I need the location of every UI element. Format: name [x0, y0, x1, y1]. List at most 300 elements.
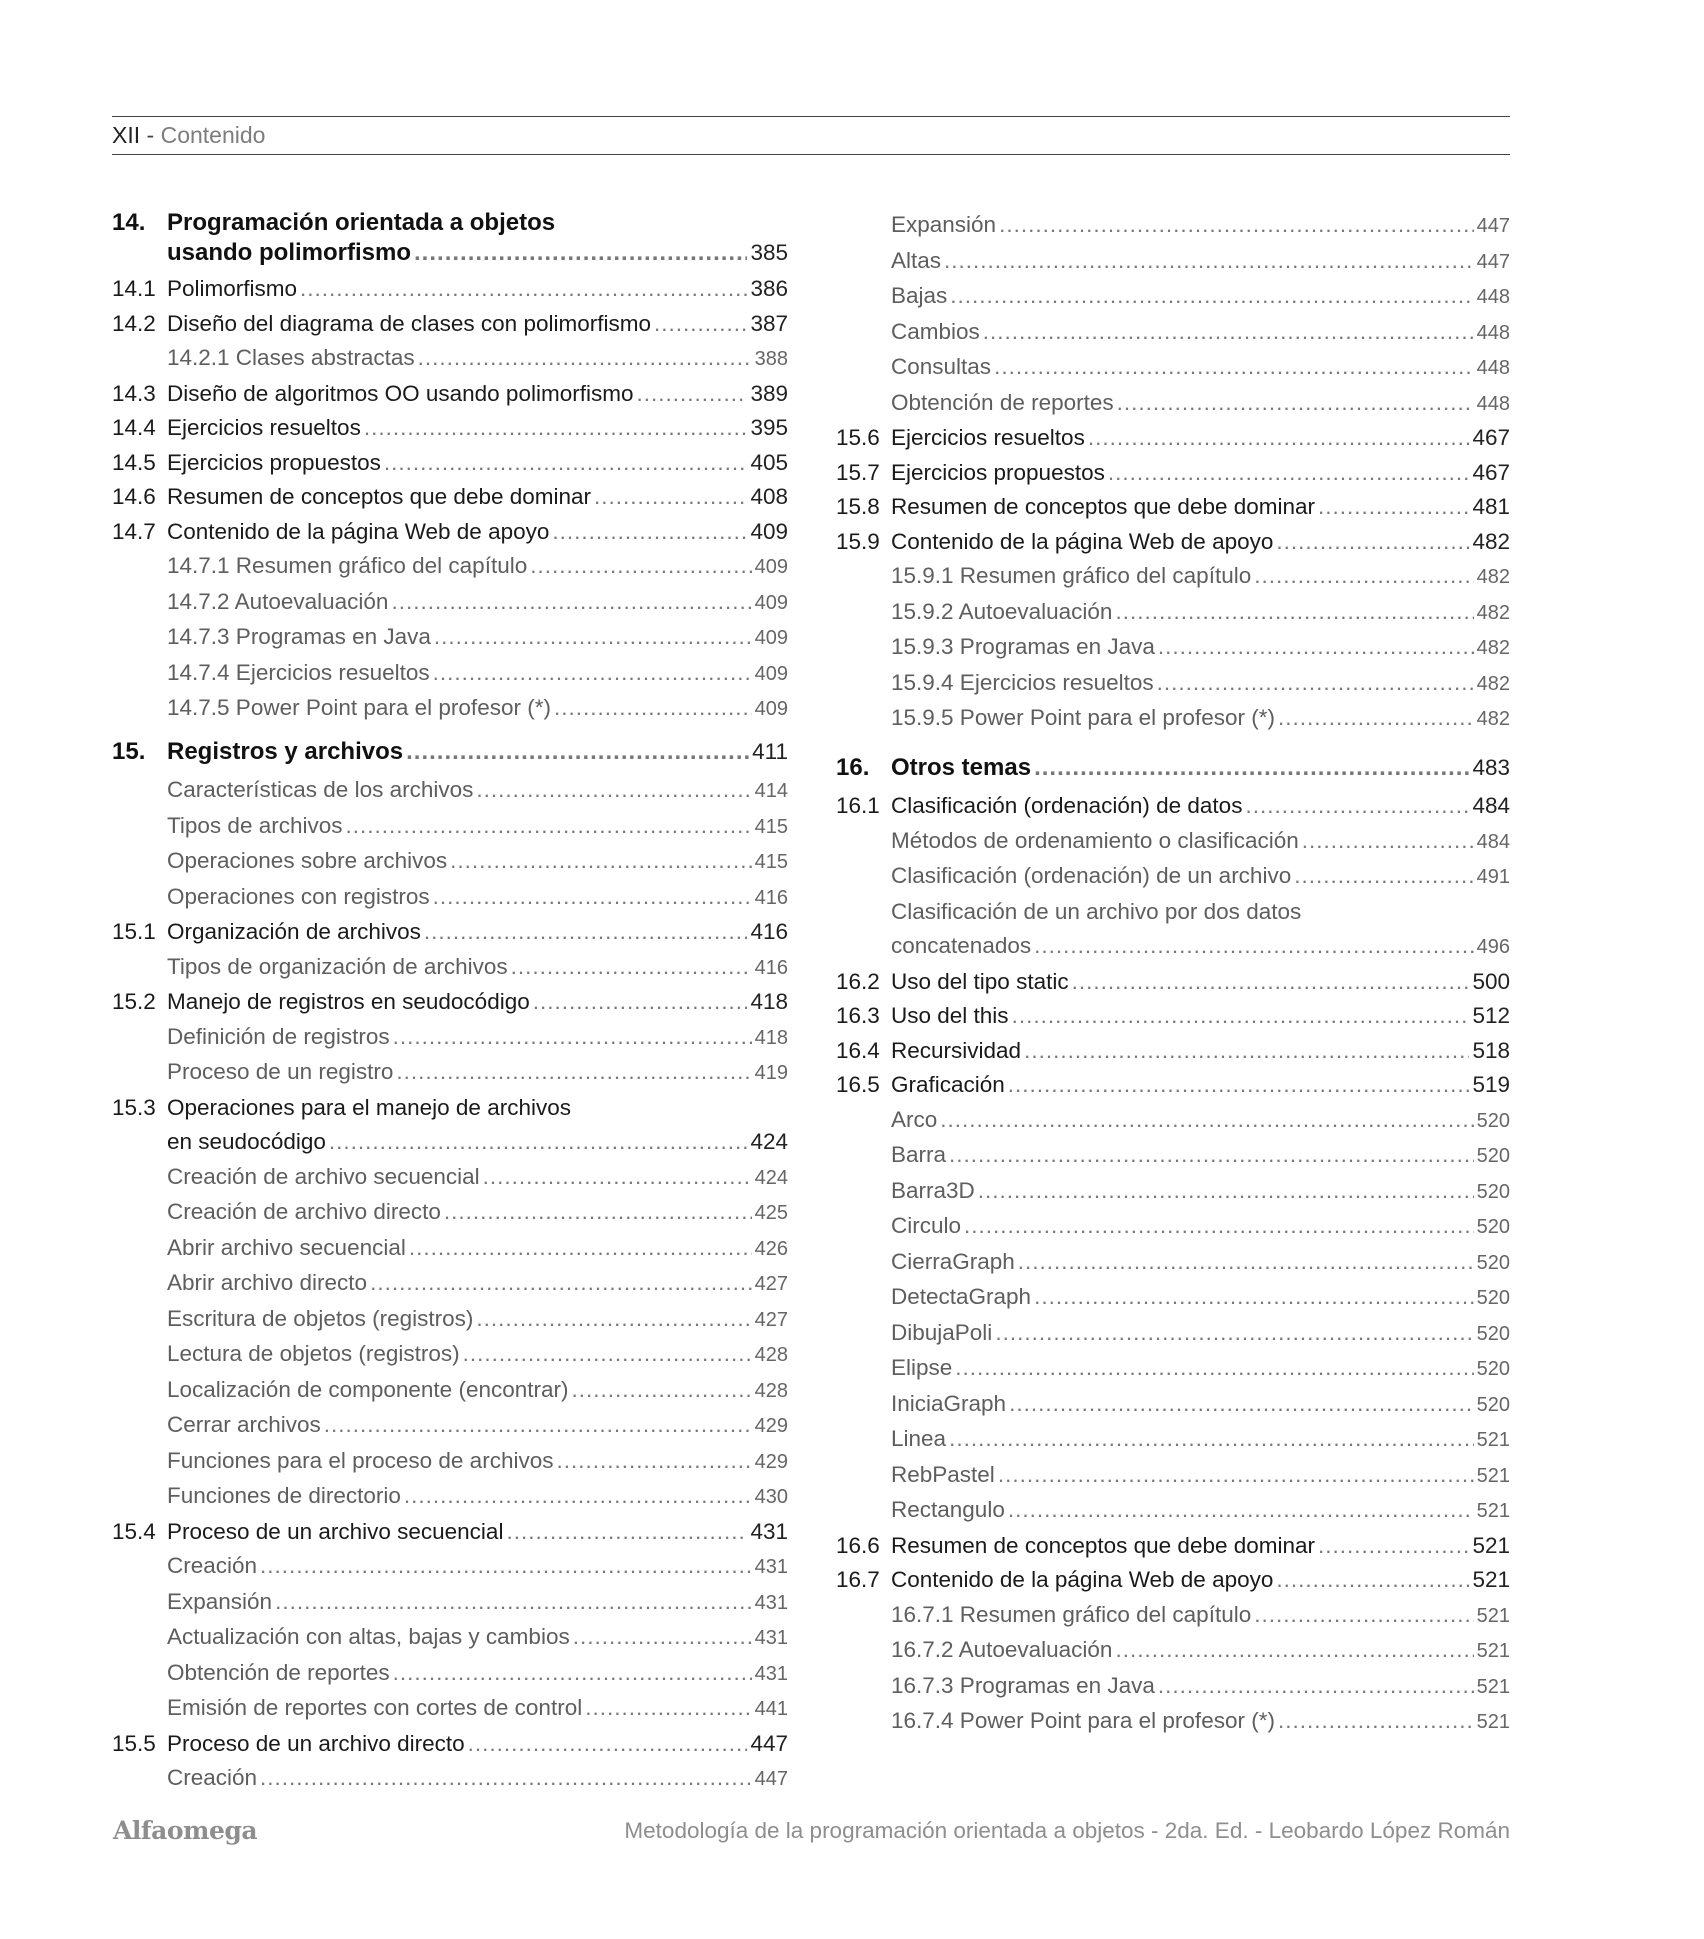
toc-subentry: [112, 1479, 788, 1515]
toc-entry-label: Contenido de la página Web de apoyo: [167, 518, 550, 544]
toc-subentry: [836, 859, 1510, 895]
dot-leader: [393, 1656, 752, 1691]
dot-leader: [1318, 1529, 1469, 1564]
dot-leader: [1115, 595, 1473, 630]
toc-section-entry: [112, 411, 788, 446]
dot-leader: [275, 1585, 752, 1620]
toc-subentry: [112, 620, 788, 656]
toc-entry-number: 16.: [836, 753, 870, 781]
toc-entry-page: 409: [754, 556, 788, 578]
toc-entry-label: Elipse: [891, 1355, 953, 1380]
toc-entry-label: Otros temas: [891, 753, 1032, 781]
toc-entry-page: 520: [1476, 1109, 1510, 1132]
toc-subentry: [836, 1633, 1510, 1669]
toc-subentry: [112, 1656, 788, 1692]
toc-entry-label: Creación: [167, 1553, 258, 1578]
toc-subentry: [112, 1337, 788, 1373]
dot-leader: [994, 350, 1474, 385]
toc-entry-label: IniciaGraph: [891, 1390, 1007, 1416]
toc-entry-label: Proceso de un registro: [167, 1059, 394, 1084]
toc-entry-page: 416: [750, 919, 788, 944]
toc-entry-label: Arco: [891, 1106, 938, 1132]
toc-section-entry: [836, 965, 1510, 1000]
toc-subentry: [112, 1020, 788, 1056]
toc-entry-label: Tipos de organización de archivos: [167, 953, 508, 979]
toc-entry-number: 16.4: [836, 1037, 880, 1063]
toc-entry-page: 447: [1476, 250, 1510, 273]
toc-entry-number: 14.3: [112, 380, 156, 406]
toc-entry-label: 14.7.4 Ejercicios resueltos: [167, 659, 430, 685]
dot-leader: [594, 480, 747, 515]
toc-entry-page: 395: [750, 415, 788, 440]
dot-leader: [1158, 630, 1474, 665]
toc-entry-label: Ejercicios resueltos: [891, 425, 1085, 450]
dot-leader: [1276, 525, 1469, 560]
toc-entry-page: 521: [1476, 1675, 1510, 1698]
toc-subentry: [112, 1585, 788, 1621]
toc-entry-line2: [112, 1125, 788, 1160]
toc-entry-page: 419: [754, 1062, 788, 1084]
toc-subentry: [836, 1174, 1510, 1210]
toc-section-entry: [836, 1068, 1510, 1103]
toc-subentry: [836, 1704, 1510, 1740]
toc-entry-label: Ejercicios propuestos: [167, 449, 381, 475]
toc-entry-label: RebPastel: [891, 1461, 995, 1487]
toc-subentry: [836, 630, 1510, 666]
toc-entry-page: 482: [1476, 637, 1510, 659]
page-number: XII: [112, 122, 141, 148]
toc-section-entry: [112, 1727, 788, 1762]
toc-entry-page: 512: [1472, 1003, 1510, 1028]
toc-subentry: [836, 1351, 1510, 1387]
dot-leader: [1245, 789, 1469, 824]
dot-leader: [329, 1125, 748, 1160]
toc-entry-label: 14.7.3 Programas en Java: [167, 624, 431, 649]
toc-subentry: [836, 666, 1510, 702]
toc-entry-page: 409: [754, 698, 788, 720]
toc-entry-label: Obtención de reportes: [167, 1659, 390, 1685]
toc-entry-page: 500: [1472, 968, 1510, 994]
toc-entry-label: 16.7.1 Resumen gráfico del capítulo: [891, 1601, 1252, 1627]
toc-entry-page: 521: [1472, 1532, 1510, 1558]
dot-leader: [444, 1195, 752, 1230]
toc-subentry: [836, 1458, 1510, 1494]
dot-leader: [571, 1373, 751, 1408]
toc-entry-label: Barra3D: [891, 1177, 975, 1203]
toc-entry-number: 15.6: [836, 425, 880, 450]
toc-entry-label: Circulo: [891, 1213, 962, 1238]
toc-entry-page: 520: [1476, 1145, 1510, 1167]
toc-entry-page: 415: [754, 815, 788, 838]
toc-entry-label: 14.7.2 Autoevaluación: [167, 588, 389, 614]
dot-leader: [506, 1515, 747, 1550]
toc-subentry: [836, 1316, 1510, 1352]
toc-subentry: [836, 244, 1510, 280]
toc-entry-page: 431: [750, 1518, 788, 1544]
toc-chapter-entry: [112, 735, 788, 770]
dot-leader: [1009, 1387, 1474, 1422]
toc-entry-label: Funciones de directorio: [167, 1483, 401, 1508]
toc-entry-page: 405: [750, 449, 788, 475]
toc-entry-label: 14.7.5 Power Point para el profesor (*): [167, 695, 551, 720]
toc-entry-label: Proceso de un archivo secuencial: [167, 1518, 504, 1544]
dot-leader: [955, 1351, 1473, 1386]
dot-leader: [995, 1316, 1473, 1351]
toc-entry-label: Manejo de registros en seudocódigo: [167, 989, 530, 1014]
toc-entry-page: 520: [1476, 1287, 1510, 1309]
dot-leader: [999, 208, 1474, 243]
dot-leader: [949, 1138, 1474, 1173]
dot-leader: [1117, 386, 1474, 421]
toc-subentry: [112, 1761, 788, 1797]
dot-leader: [391, 585, 751, 620]
toc-entry-label: Localización de componente (encontrar): [167, 1376, 569, 1402]
toc-section-entry: [836, 1529, 1510, 1564]
toc-entry-number: 15.: [112, 737, 146, 765]
dot-leader: [1008, 1493, 1474, 1528]
toc-entry-page: 411: [752, 738, 788, 764]
dot-leader: [573, 1620, 752, 1655]
toc-entry-label: Características de los archivos: [167, 777, 474, 802]
footer-book-title: Metodología de la programación orientada a objetos - 2da. Ed. - Leobardo López Román: [624, 1818, 1510, 1843]
toc-entry-label: Registros y archivos: [167, 737, 404, 765]
toc-entry-page: 441: [754, 1698, 788, 1720]
toc-section-entry: [836, 789, 1510, 824]
dot-leader: [978, 1174, 1474, 1209]
toc-entry-number: 15.8: [836, 494, 880, 519]
toc-subentry: [112, 1195, 788, 1231]
dot-leader: [533, 985, 748, 1020]
toc-right-column: [836, 208, 1510, 1740]
toc-entry-label: Organización de archivos: [167, 919, 421, 944]
header-rule-bottom: [112, 154, 1510, 155]
toc-entry-label: Emisión de reportes con cortes de control: [167, 1695, 583, 1720]
toc-entry-label: Polimorfismo: [167, 276, 298, 301]
toc-entry-page: 484: [1476, 830, 1510, 853]
toc-subentry: [836, 1280, 1510, 1316]
dot-leader: [1115, 1633, 1473, 1668]
toc-entry-label: Resumen de conceptos que debe dominar: [891, 1532, 1316, 1558]
dot-leader: [424, 915, 748, 950]
dot-leader: [511, 950, 752, 985]
toc-subentry: [112, 1266, 788, 1302]
toc-entry-page: 483: [1472, 754, 1510, 780]
footer-publisher-logo: Alfaomega: [113, 1816, 258, 1845]
toc-section-entry: [112, 1515, 788, 1550]
toc-entry-page: 521: [1476, 1500, 1510, 1522]
running-head: [112, 120, 265, 150]
toc-entry-number: 16.6: [836, 1532, 880, 1558]
toc-entry-page: 520: [1476, 1216, 1510, 1238]
toc-subentry: [112, 773, 788, 809]
toc-entry-label: concatenados: [891, 933, 1032, 958]
toc-entry-label: 14.2.1 Clases abstractas: [167, 345, 415, 370]
dot-leader: [476, 773, 751, 808]
toc-entry-label: en seudocódigo: [167, 1129, 326, 1154]
toc-entry-page: 491: [1476, 866, 1510, 888]
dot-leader: [998, 1458, 1474, 1493]
dot-leader: [1008, 1068, 1470, 1103]
toc-entry-number: 16.5: [836, 1072, 880, 1097]
dot-leader: [949, 1422, 1474, 1457]
dot-leader: [384, 446, 748, 481]
toc-entry-label: CierraGraph: [891, 1248, 1015, 1274]
dot-leader: [964, 1209, 1474, 1244]
toc-entry-label: Diseño del diagrama de clases con polimorfismo: [167, 310, 651, 336]
toc-entry-page: 431: [754, 1627, 788, 1649]
toc-entry-page: 448: [1476, 321, 1510, 344]
toc-entry-number: 14.7: [112, 518, 156, 544]
toc-entry-page: 424: [750, 1129, 788, 1154]
dot-leader: [324, 1408, 752, 1443]
dot-leader: [944, 244, 1474, 279]
toc-entry-page: 521: [1476, 1464, 1510, 1487]
dot-leader: [585, 1691, 751, 1726]
toc-section-entry: [836, 490, 1510, 525]
toc-entry-page: 482: [1472, 528, 1510, 554]
toc-entry-page: 448: [1476, 357, 1510, 379]
toc-section-entry: [836, 421, 1510, 456]
dot-leader: [1278, 1704, 1474, 1739]
toc-entry-page: 416: [754, 956, 788, 979]
toc-entry-label: Operaciones con registros: [167, 883, 430, 909]
toc-entry-label: Rectangulo: [891, 1497, 1005, 1522]
toc-section-entry: [112, 515, 788, 550]
toc-entry-page: 467: [1472, 459, 1510, 485]
toc-entry-page: 387: [750, 310, 788, 336]
toc-entry-number: 14.2: [112, 310, 156, 336]
dot-leader: [364, 411, 748, 446]
toc-subentry: [836, 1138, 1510, 1174]
toc-entry: [836, 895, 1510, 965]
toc-entry-number: 14.4: [112, 415, 156, 440]
toc-entry-page: 425: [754, 1202, 788, 1224]
dot-leader: [433, 656, 752, 691]
toc-entry-page: 426: [754, 1237, 788, 1260]
toc-entry-page: 520: [1476, 1393, 1510, 1416]
toc-subentry: [112, 1408, 788, 1444]
toc-entry-page: 447: [1476, 215, 1510, 237]
dot-leader: [1294, 859, 1473, 894]
dot-leader: [346, 809, 752, 844]
toc-entry-label: 15.9.1 Resumen gráfico del capítulo: [891, 563, 1252, 588]
toc-entry-label: 15.9.4 Ejercicios resueltos: [891, 669, 1154, 695]
dot-leader: [1012, 999, 1470, 1034]
toc-entry-number: 15.1: [112, 919, 156, 944]
toc-subentry: [836, 1493, 1510, 1529]
toc-entry-label: Métodos de ordenamiento o clasificación: [891, 827, 1299, 853]
dot-leader: [983, 315, 1474, 350]
toc-section-entry: [836, 456, 1510, 491]
dot-leader: [940, 1103, 1473, 1138]
toc-entry-page: 481: [1472, 494, 1510, 519]
toc-entry-number: 15.5: [112, 1730, 156, 1756]
toc-entry-page: 416: [754, 886, 788, 909]
toc-entry-label: Funciones para el proceso de archivos: [167, 1447, 554, 1473]
toc-entry-page: 408: [750, 484, 788, 509]
toc-entry-label: Clasificación (ordenación) de datos: [891, 793, 1243, 818]
toc-entry-page: 520: [1476, 1251, 1510, 1274]
dot-leader: [414, 238, 747, 268]
toc-entry-page: 429: [754, 1450, 788, 1473]
toc-entry-page: 482: [1476, 672, 1510, 695]
toc-entry-page: 520: [1476, 1358, 1510, 1380]
toc-left-column: [112, 208, 788, 1797]
dot-leader: [1302, 824, 1474, 859]
dot-leader: [1158, 1669, 1474, 1704]
toc-entry-page: 418: [754, 1026, 788, 1049]
toc-entry-number: 15.2: [112, 989, 156, 1014]
toc-subentry: [112, 549, 788, 585]
toc-entry-line1: [112, 1091, 788, 1126]
toc-subentry: [112, 1055, 788, 1091]
toc-entry-label: Linea: [891, 1426, 947, 1451]
toc-entry-label: Ejercicios resueltos: [167, 415, 361, 440]
toc-entry-label: Creación de archivo secuencial: [167, 1163, 480, 1189]
toc-section-entry: [112, 480, 788, 515]
toc-entry-label: Uso del tipo static: [891, 968, 1069, 994]
toc-section-entry: [112, 307, 788, 342]
toc-entry-label: DibujaPoli: [891, 1319, 993, 1345]
toc-entry-label: Obtención de reportes: [891, 389, 1114, 415]
dot-leader: [554, 691, 752, 726]
toc-entry-line1: [112, 208, 788, 238]
toc-subentry: [112, 1620, 788, 1656]
toc-entry-line2: [112, 238, 788, 268]
toc-section-entry: [112, 272, 788, 307]
toc-entry-label: Lectura de objetos (registros): [167, 1341, 460, 1366]
dot-leader: [418, 341, 752, 376]
dot-leader: [396, 1055, 751, 1090]
toc-subentry: [836, 279, 1510, 315]
toc-entry-label: Resumen de conceptos que debe dominar: [891, 494, 1316, 519]
header-rule-top: [112, 116, 1510, 117]
toc-section-entry: [836, 1034, 1510, 1069]
toc-entry-label: Cambios: [891, 318, 980, 344]
toc-subentry: [112, 880, 788, 916]
dot-leader: [404, 1479, 752, 1514]
toc-entry-page: 521: [1472, 1567, 1510, 1592]
toc-entry-label: Creación: [167, 1765, 258, 1790]
toc-entry-page: 521: [1476, 1429, 1510, 1451]
toc-entry-number: 14.: [112, 209, 146, 236]
toc-entry-page: 430: [754, 1486, 788, 1508]
dot-leader: [1108, 456, 1470, 491]
toc-section-entry: [112, 446, 788, 481]
dot-leader: [450, 844, 751, 879]
toc-subentry: [112, 844, 788, 880]
toc-subentry: [836, 350, 1510, 386]
toc-entry-page: 386: [750, 276, 788, 301]
toc-entry-label: 15.9.5 Power Point para el profesor (*): [891, 705, 1275, 730]
toc-subentry: [836, 208, 1510, 244]
toc-entry-page: 521: [1476, 1711, 1510, 1733]
header-separator: -: [146, 122, 155, 148]
dot-leader: [530, 549, 751, 584]
toc-entry-number: 14.1: [112, 276, 156, 301]
toc-entry-page: 482: [1476, 708, 1510, 730]
toc-subentry: [112, 341, 788, 377]
toc-subentry: [112, 585, 788, 621]
toc-entry-label: Operaciones para el manejo de archivos: [167, 1094, 571, 1120]
toc-entry-page: 521: [1476, 1640, 1510, 1662]
toc-entry-label: 15.9.2 Autoevaluación: [891, 598, 1113, 624]
toc-entry-page: 431: [754, 1591, 788, 1614]
toc-entry-number: 16.1: [836, 793, 880, 818]
dot-leader: [1072, 965, 1470, 1000]
toc-entry-label: Consultas: [891, 354, 992, 379]
toc-entry-label: Clasificación de un archivo por dos datos: [891, 898, 1302, 924]
toc-subentry: [836, 1422, 1510, 1458]
dot-leader: [300, 272, 747, 307]
toc-entry-number: 15.7: [836, 459, 880, 485]
toc-entry-page: 409: [754, 627, 788, 649]
dot-leader: [1024, 1034, 1469, 1069]
toc-entry-number: 14.6: [112, 484, 156, 509]
toc-entry-label: Cerrar archivos: [167, 1412, 321, 1437]
toc-entry-page: 409: [750, 518, 788, 544]
toc-entry-label: 14.7.1 Resumen gráfico del capítulo: [167, 553, 528, 578]
toc-entry-page: 519: [1472, 1072, 1510, 1097]
toc-entry-page: 482: [1476, 601, 1510, 624]
dot-leader: [1278, 701, 1474, 736]
toc-entry-label: Clasificación (ordenación) de un archivo: [891, 863, 1292, 888]
toc-entry-page: 448: [1476, 392, 1510, 415]
toc-entry-page: 447: [750, 1730, 788, 1756]
dot-leader: [1318, 490, 1469, 525]
toc-entry-label: Abrir archivo directo: [167, 1270, 368, 1295]
toc-entry-page: 389: [750, 380, 788, 406]
toc-subentry: [112, 950, 788, 986]
toc-entry-page: 520: [1476, 1180, 1510, 1203]
toc-entry-page: 448: [1476, 286, 1510, 308]
dot-leader: [260, 1549, 752, 1584]
dot-leader: [1254, 1598, 1473, 1633]
toc-entry-label: 15.9.3 Programas en Java: [891, 634, 1155, 659]
dot-leader: [406, 735, 749, 770]
toc-entry-label: 16.7.4 Power Point para el profesor (*): [891, 1708, 1275, 1733]
toc-entry-label: Creación de archivo directo: [167, 1199, 441, 1224]
toc-entry-page: 520: [1476, 1322, 1510, 1345]
toc-entry-label: Actualización con altas, bajas y cambios: [167, 1624, 570, 1649]
toc-subentry: [112, 1160, 788, 1196]
toc-entry-label: Resumen de conceptos que debe dominar: [167, 484, 592, 509]
toc-entry-page: 429: [754, 1415, 788, 1437]
toc-subentry: [836, 1245, 1510, 1281]
toc-subentry: [836, 559, 1510, 595]
toc-entry-page: 496: [1476, 936, 1510, 958]
dot-leader: [463, 1337, 752, 1372]
toc-entry-page: 447: [754, 1768, 788, 1790]
toc-entry-label: Abrir archivo secuencial: [167, 1234, 406, 1260]
toc-subentry: [836, 595, 1510, 631]
toc-subentry: [836, 315, 1510, 351]
toc-entry-page: 467: [1472, 425, 1510, 450]
toc-entry-number: 16.3: [836, 1003, 880, 1028]
toc-entry-label: Contenido de la página Web de apoyo: [891, 1567, 1274, 1592]
toc-entry-label: 16.7.2 Autoevaluación: [891, 1637, 1113, 1662]
header-title: Contenido: [160, 122, 266, 148]
toc-section-entry: [112, 985, 788, 1020]
toc-entry-page: 388: [754, 348, 788, 370]
dot-leader: [468, 1727, 748, 1762]
toc-entry: [112, 1091, 788, 1160]
dot-leader: [1157, 666, 1474, 701]
dot-leader: [1088, 421, 1470, 456]
toc-subentry: [112, 1373, 788, 1409]
toc-entry-label: Barra: [891, 1142, 947, 1167]
toc-entry-label: DetectaGraph: [891, 1284, 1032, 1309]
